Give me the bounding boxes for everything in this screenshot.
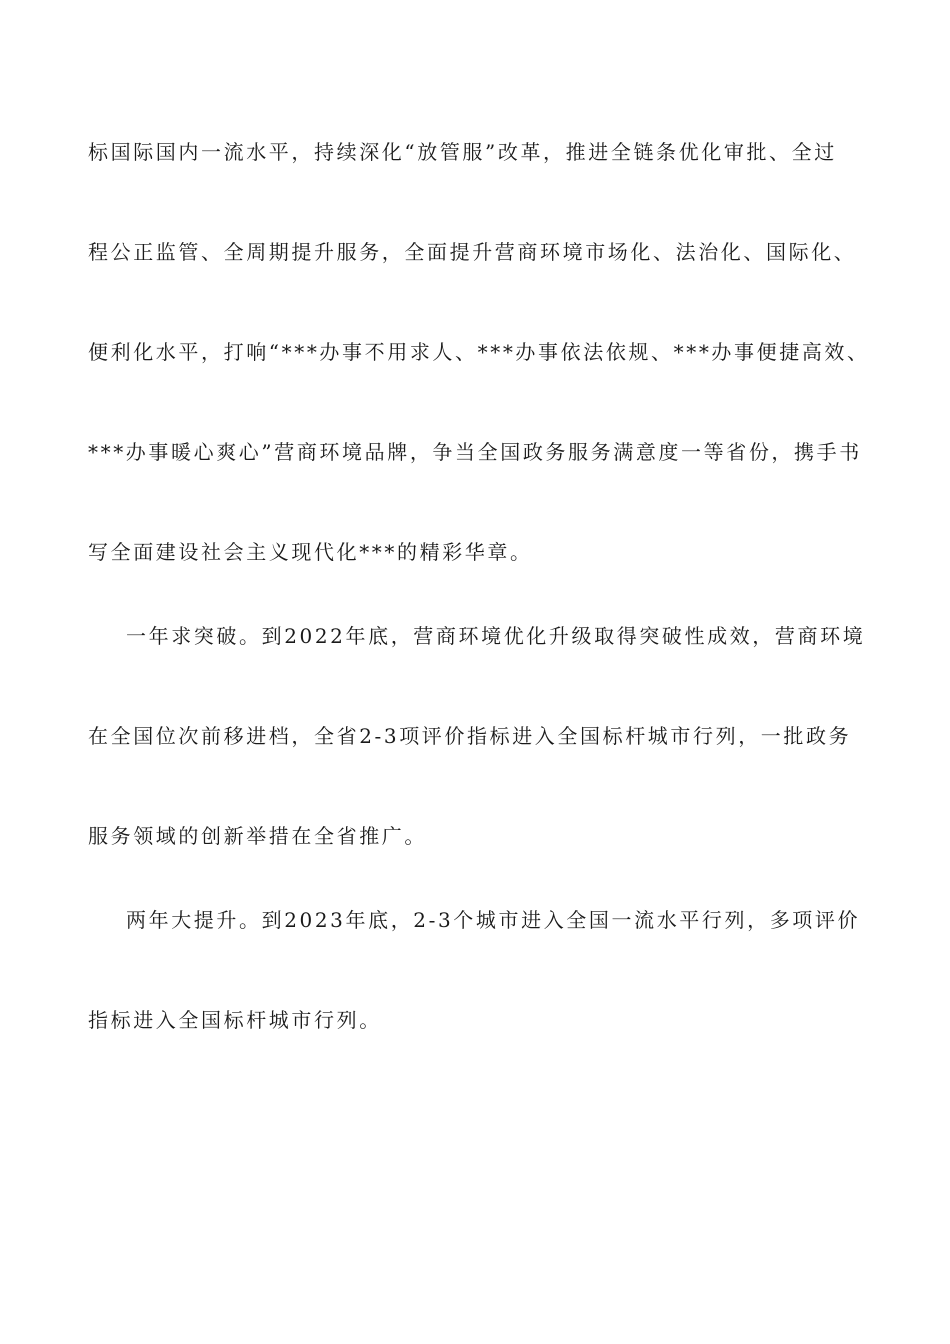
text-line: 标国际国内一流水平，持续深化“放管服”改革，推进全链条优化审批、全过 <box>88 140 837 164</box>
text-line: 服务领域的创新举措在全省推广。 <box>88 824 427 848</box>
text-line: 指标进入全国标杆城市行列。 <box>88 1008 382 1032</box>
text-line: ***办事暖心爽心”营商环境品牌，争当全国政务服务满意度一等省份，携手书 <box>88 440 862 464</box>
text-line: 程公正监管、全周期提升服务，全面提升营商环境市场化、法治化、国际化、 <box>88 240 857 264</box>
text-line: 在全国位次前移进档，全省2-3项评价指标进入全国标杆城市行列，一批政务 <box>88 724 852 748</box>
text-line: 写全面建设社会主义现代化***的精彩华章。 <box>88 540 533 564</box>
text-line: 一年求突破。到2022年底，营商环境优化升级取得突破性成效，营商环境 <box>126 624 866 648</box>
text-line: 便利化水平，打响“***办事不用求人、***办事依法依规、***办事便捷高效、 <box>88 340 870 364</box>
text-line: 两年大提升。到2023年底，2-3个城市进入全国一流水平行列，多项评价 <box>126 908 861 932</box>
